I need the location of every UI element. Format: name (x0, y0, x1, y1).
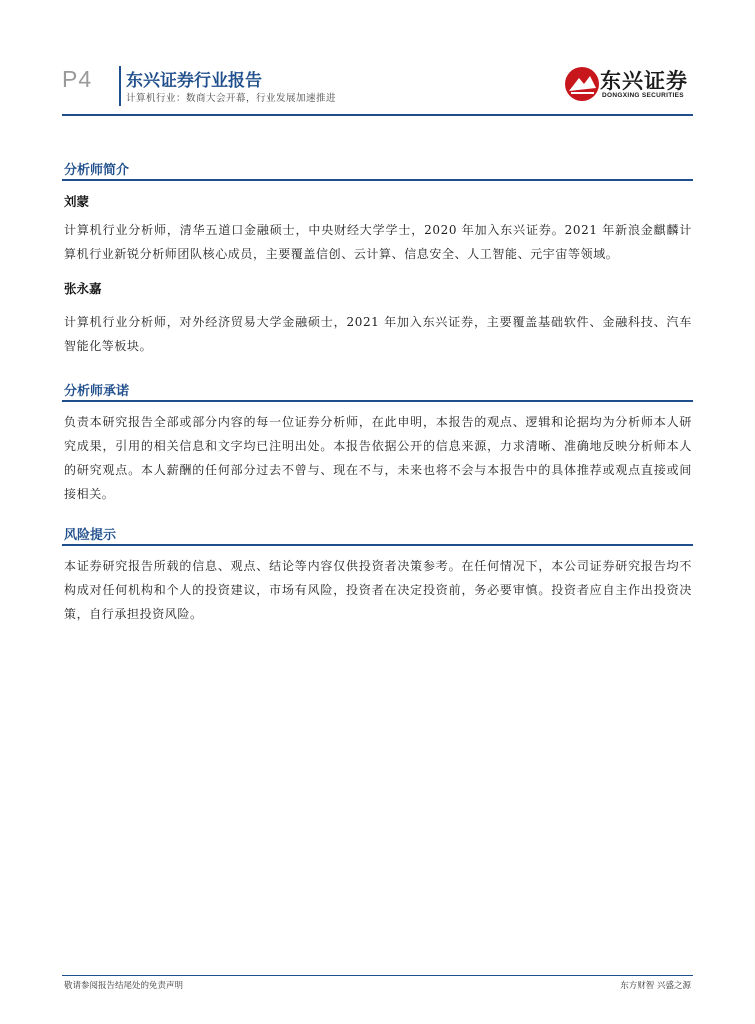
analyst-bio: 计算机行业分析师，清华五道口金融硕士，中央财经大学学士，2020 年加入东兴证券。2021 年新浪金麒麟计算机行业新锐分析师团队核心成员，主要覆盖信创、云计算、信息安全、人工智能、元宇宙等领域。 (64, 223, 692, 261)
logo-english-text: DONGXING SECURITIES (602, 92, 684, 99)
page-header (0, 0, 755, 118)
section-rule (62, 400, 693, 402)
report-subtitle: 计算机行业：数商大会开幕，行业发展加速推进 (126, 93, 337, 104)
header-rule (62, 114, 693, 116)
section-title-analyst-intro: 分析师简介 (64, 163, 130, 178)
section-rule (62, 544, 693, 546)
footer-slogan: 东方财智 兴盛之源 (620, 981, 691, 991)
section-title-risk-notice: 风险提示 (64, 528, 117, 543)
section-rule (62, 179, 693, 181)
section-title-analyst-commitment: 分析师承诺 (64, 384, 130, 399)
commitment-text: 负责本研究报告全部或部分内容的每一位证券分析师，在此申明，本报告的观点、逻辑和论据均为分析师本人研究成果，引用的相关信息和文字均已注明出处。本报告依据公开的信息来源，力求清晰、准确地反映分析师本人的研究观点。本人薪酬的任何部分过去不曾与、现在不与，未来也将不会与本报告中的具体推荐或观点直接或间接相关。 (64, 415, 692, 501)
analyst-name: 张永嘉 (64, 281, 102, 296)
report-title: 东兴证券行业报告 (126, 71, 262, 91)
logo-text: 东兴证券 (600, 69, 688, 93)
header-divider (119, 66, 121, 106)
risk-notice-text: 本证券研究报告所载的信息、观点、结论等内容仅供投资者决策参考。在任何情况下，本公司证券研究报告均不构成对任何机构和个人的投资建议，市场有风险，投资者在决定投资前，务必要审慎。投资者应自主作出投资决策，自行承担投资风险。 (64, 559, 692, 621)
footer-disclaimer-note: 敬请参阅报告结尾处的免责声明 (64, 981, 184, 991)
analyst-bio: 计算机行业分析师，对外经济贸易大学金融硕士，2021 年加入东兴证券，主要覆盖基础软件、金融科技、汽车智能化等板块。 (64, 315, 692, 353)
footer-rule (62, 975, 693, 976)
analyst-name: 刘蒙 (64, 194, 90, 209)
page-number: P4 (62, 66, 93, 92)
